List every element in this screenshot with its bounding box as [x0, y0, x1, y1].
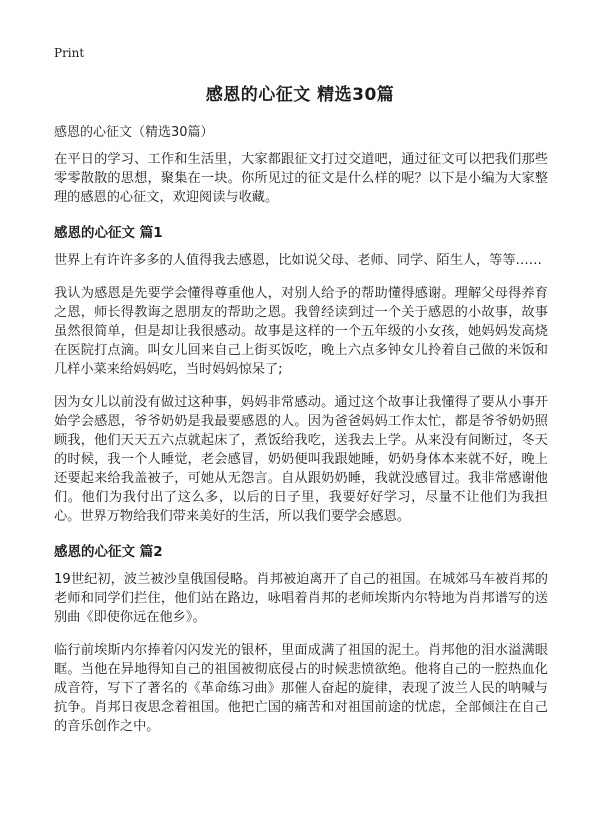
section-heading-2: 感恩的心征文 篇2	[54, 544, 163, 560]
section-heading-1: 感恩的心征文 篇1	[54, 225, 163, 241]
document-subtitle: 感恩的心征文（精选30篇）	[54, 125, 214, 140]
section1-paragraph-2: 我认为感恩是先要学会懂得尊重他人，对别人给予的帮助懂得感谢。理解父母得养育之恩，师长得教诲之恩朋友的帮助之恩。我曾经读到过一个关于感恩的小故事，故事虽然很简单，但是却让我很感动。故事是这样的一个五年级的小女孩，她妈妈发高烧在医院打点滴。叫女儿回来自己上街买饭吃，晚上六点多钟女儿拎着自己做的米饭和几样小菜来给妈妈吃，当时妈妈惊呆了;	[54, 286, 548, 377]
print-link[interactable]: Print	[54, 46, 85, 60]
section1-paragraph-1: 世界上有许许多多的人值得我去感恩，比如说父母、老师、同学、陌生人，等等……	[54, 253, 542, 268]
section2-paragraph-2: 临行前埃斯内尔捧着闪闪发光的银杯，里面成满了祖国的泥土。肖邦他的泪水溢满眼眶。当他在异地得知自己的祖国被彻底侵占的时候悲愤欲绝。他将自己的一腔热血化成音符，写下了著名的《革命练习曲》那催人奋起的旋律，表现了波兰人民的呐喊与抗争。肖邦日夜思念着祖国。他把亡国的痛苦和对祖国前途的忧虑，全部倾注在自己的音乐创作之中。	[54, 643, 548, 734]
document-title: 感恩的心征文 精选30篇	[205, 85, 395, 105]
intro-paragraph: 在平日的学习、工作和生活里，大家都跟征文打过交道吧，通过征文可以把我们那些零零散散的思想，聚集在一块。你所见过的征文是什么样的呢？以下是小编为大家整理的感恩的心征文，欢迎阅读与收藏。	[54, 152, 548, 205]
article-body	[54, 150, 548, 750]
section2-paragraph-1: 19世纪初，波兰被沙皇俄国侵略。肖邦被迫离开了自己的祖国。在城郊马车被肖邦的老师和同学们拦住，他们站在路边，咏唱着肖邦的老师埃斯内尔特地为肖邦谱写的送别曲《即使你远在他乡》。	[54, 572, 548, 625]
section1-paragraph-3: 因为女儿以前没有做过这种事，妈妈非常感动。通过这个故事让我懂得了要从小事开始学会感恩，爷爷奶奶是我最要感恩的人。因为爸爸妈妈工作太忙，都是爷爷奶奶照顾我，他们天天五六点就起床了，煮饭给我吃，送我去上学。从来没有间断过，冬天的时候，我一个人睡觉，老会感冒，奶奶便叫我跟她睡，奶奶身体本来就不好，晚上还要起来给我盖被子，可她从无怨言。自从跟奶奶睡，我就没感冒过。我非常感谢他们。他们为我付出了这么多，以后的日子里，我要好好学习，尽量不让他们为我担心。世界万物给我们带来美好的生活，所以我们要学会感恩。	[54, 395, 548, 524]
